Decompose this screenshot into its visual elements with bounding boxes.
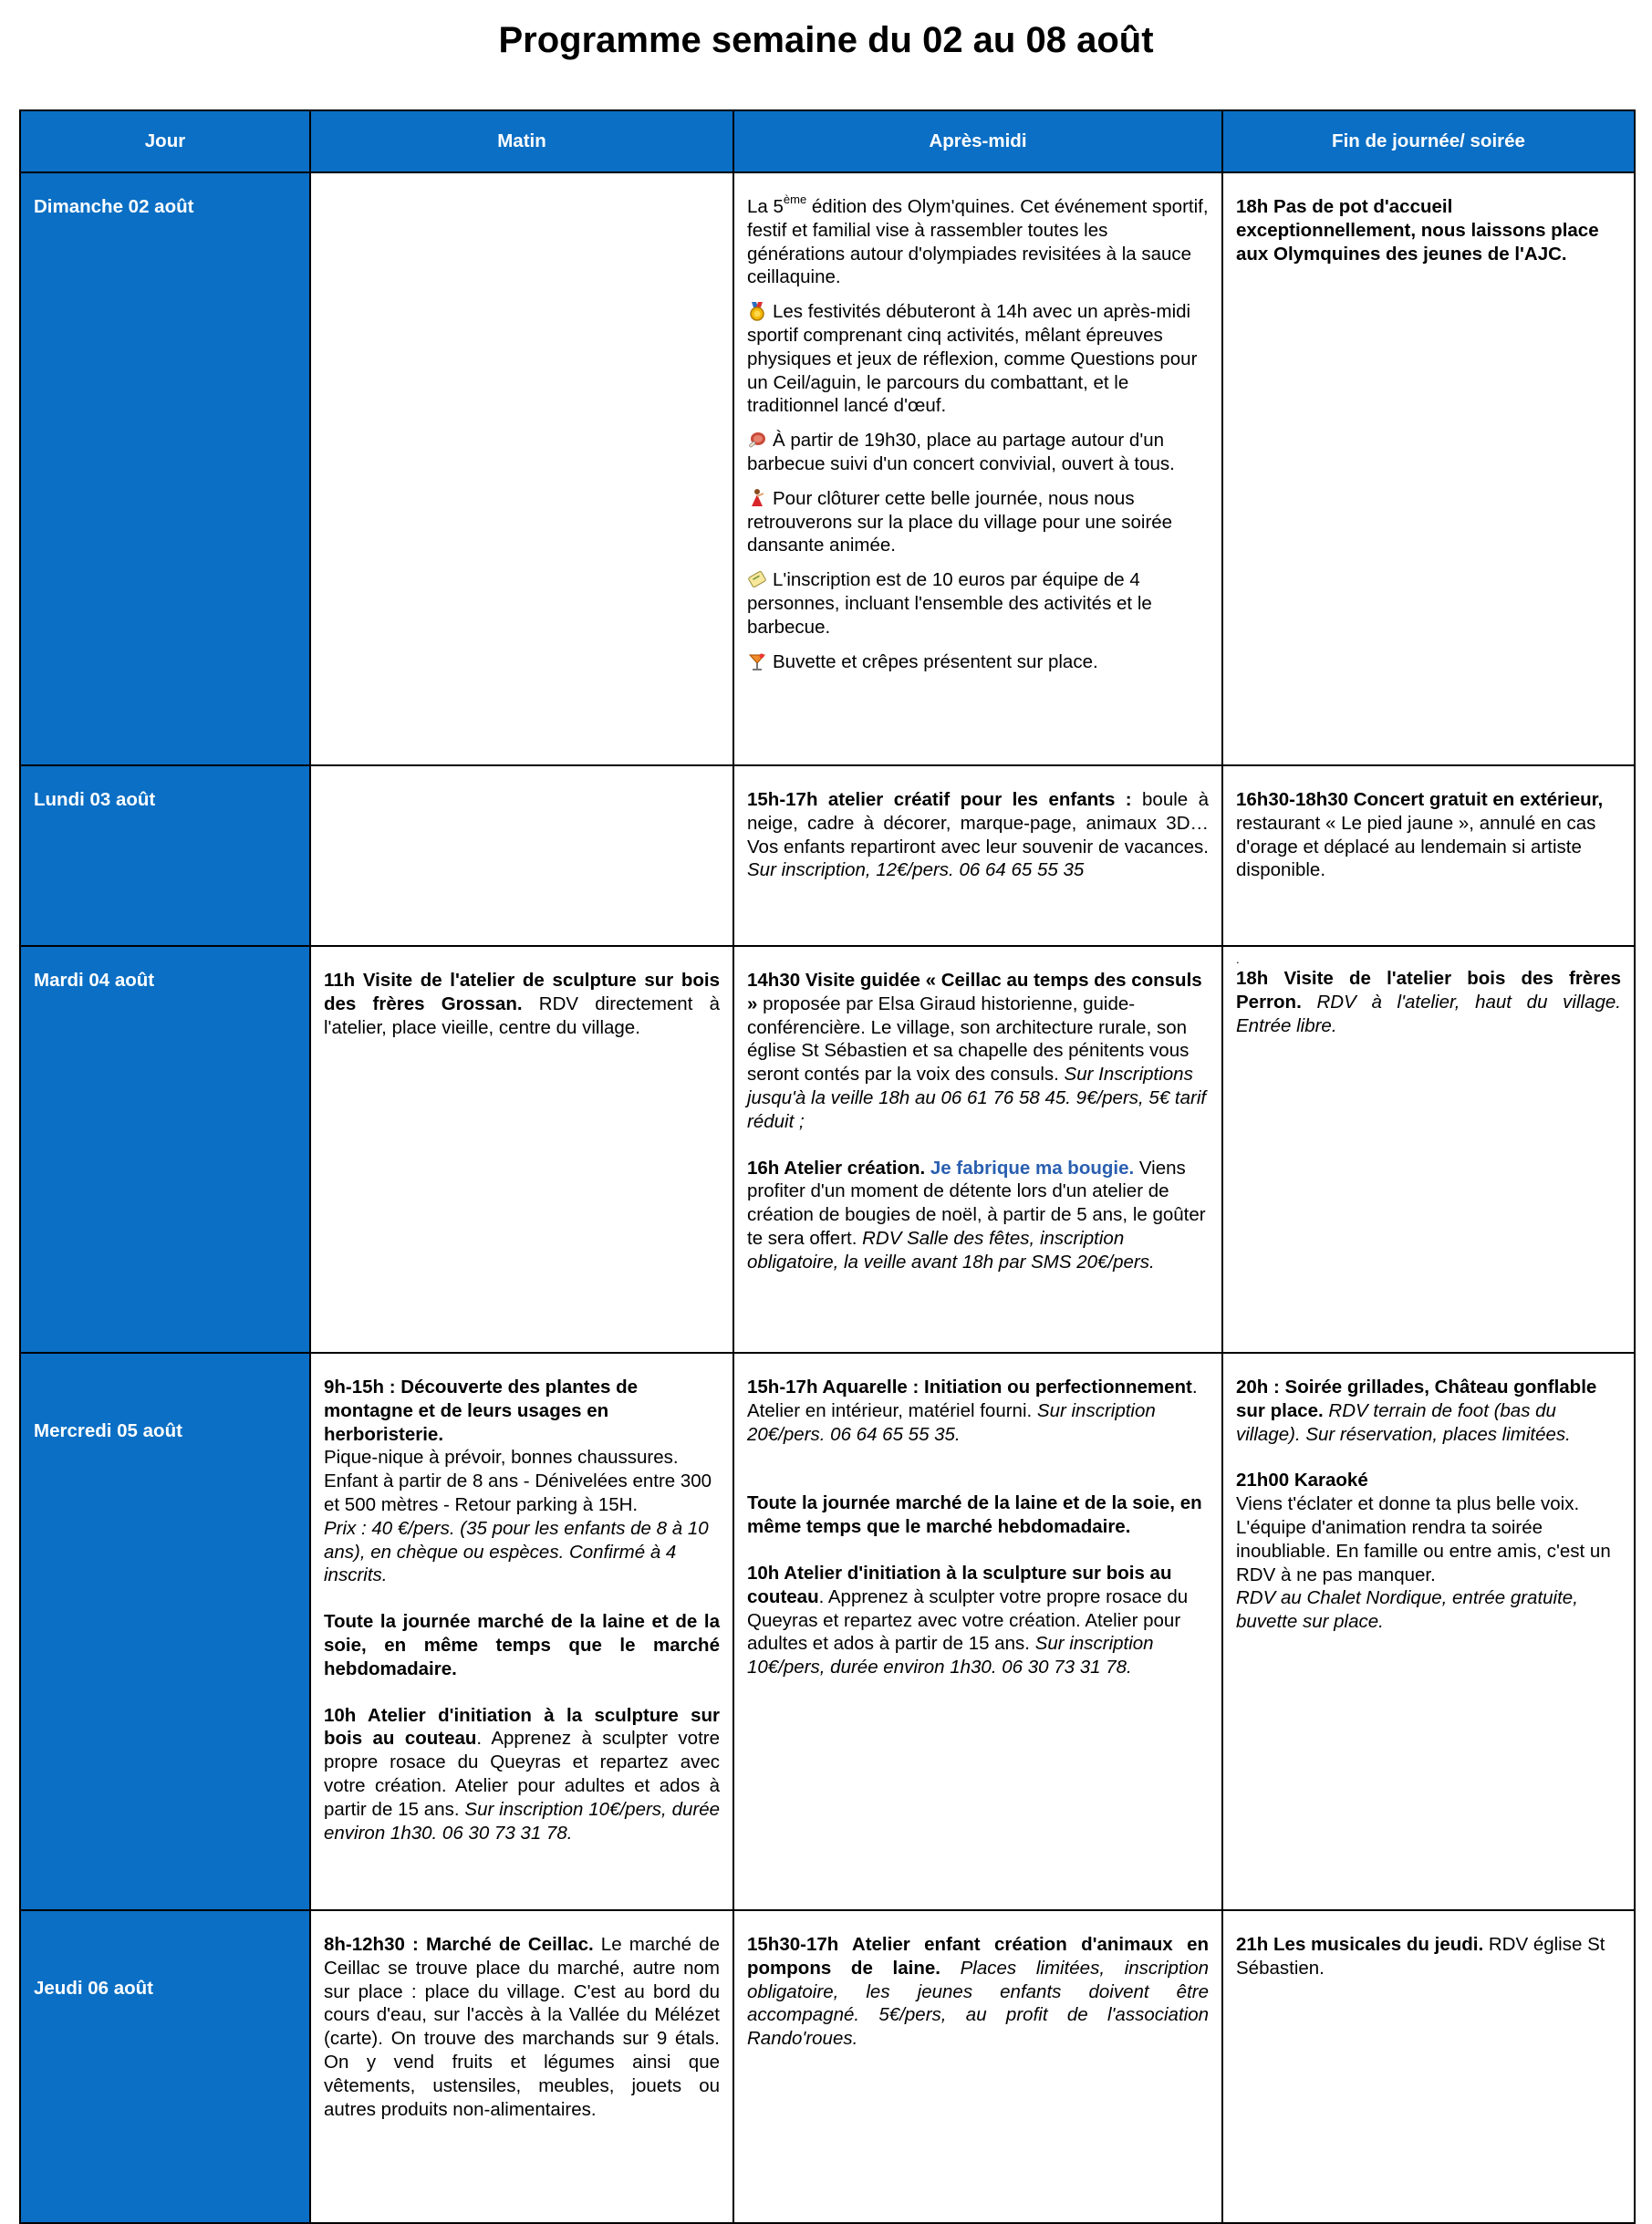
soiree-cell: 18h Pas de pot d'accueil exceptionnellement, nous laissons place aux Olymquines des jeunes de l'AJC. [1222, 172, 1635, 765]
matin-cell: 8h-12h30 : Marché de Ceillac. Le marché de Ceillac se trouve place du marché, autre nom sur place : place du village. C'est au bord du cours d'eau, sur l'accès à la Vallée du Mélézet (carte). On trouve des marchands sur 9 étals. On y vend fruits et légumes ainsi que vêtements, ustensiles, meubles, jouets ou autres produits non-alimentaires. [310, 1910, 733, 2223]
header-jour: Jour [20, 110, 310, 172]
link-text: Je fabrique ma bougie. [930, 1157, 1135, 1179]
day-cell [20, 946, 310, 1353]
matin-cell [310, 172, 733, 765]
page-title: Programme semaine du 02 au 08 août [498, 20, 1154, 60]
program-table [19, 109, 1636, 2224]
cocktail-icon [747, 651, 767, 671]
ticket-icon [747, 569, 767, 589]
header-row [20, 110, 1635, 172]
dancer-icon [747, 488, 767, 508]
soiree-cell: 20h : Soirée grillades, Château gonflable sur place. RDV terrain de foot (bas du village). Sur réservation, places limitées. 21h00 Karaoké Viens t'éclater et donne ta plus belle voix. L'équipe d'animation rendra ta soirée inoubliable. En famille ou entre amis, c'est un RDV à ne pas manquer. RDV au Chalet Nordique, entrée gratuite, buvette sur place. [1222, 1353, 1635, 1910]
day-label: Jeudi 06 août [34, 1978, 154, 1999]
paragraph: Les festivités débuteront à 14h avec un après-midi sportif comprenant cinq activités, mêlant épreuves physiques et jeux de réflexion, comme Questions pour un Ceil/aguin, le parcours du combattant, et le traditionnel lancé d'œuf. [747, 301, 1198, 417]
table-row [20, 765, 1635, 946]
day-cell [20, 1353, 310, 1910]
header-soiree: Fin de journée/ soirée [1222, 110, 1635, 172]
day-cell [20, 1910, 310, 2223]
apres-midi-cell [733, 172, 1222, 765]
header-matin: Matin [310, 110, 733, 172]
table-row [20, 1353, 1635, 1910]
header-apres-midi: Après-midi [733, 110, 1222, 172]
paragraph: À partir de 19h30, place au partage autour d'un barbecue suivi d'un concert convivial, ouvert à tous. [747, 430, 1175, 474]
day-label: Mercredi 05 août [34, 1420, 182, 1441]
apres-midi-cell: 14h30 Visite guidée « Ceillac au temps des consuls » proposée par Elsa Giraud historienne, guide-conférencière. Le village, son architecture rurale, son église St Sébastien et sa chapelle des pénitents vous seront contés par la voix des consuls. Sur Inscriptions jusqu'à la veille 18h au 06 61 76 58 45. 9€/pers, 5€ tarif réduit ; 16h Atelier création. Je fabrique ma bougie. Viens profiter d'un moment de détente lors d'un atelier de création de bougies de noël, à partir de 5 ans, le goûter te sera offert. RDV Salle des fêtes, inscription obligatoire, la veille avant 18h par SMS 20€/pers. [733, 946, 1222, 1353]
table-row [20, 1910, 1635, 2223]
apres-midi-cell: 15h-17h atelier créatif pour les enfants : boule à neige, cadre à décorer, marque-page, animaux 3D…Vos enfants repartiront avec leur souvenir de vacances. Sur inscription, 12€/pers. 06 64 65 55 35 [733, 765, 1222, 946]
matin-cell: 11h Visite de l'atelier de sculpture sur bois des frères Grossan. RDV directement à l'atelier, place vieille, centre du village. [310, 946, 733, 1353]
medal-icon [747, 301, 767, 321]
soiree-cell: . 18h Visite de l'atelier bois des frères Perron. RDV à l'atelier, haut du village. Entrée libre. [1222, 946, 1635, 1353]
day-label: Dimanche 02 août [34, 196, 194, 217]
apres-midi-cell: 15h-17h Aquarelle : Initiation ou perfectionnement. Atelier en intérieur, matériel fourni. Sur inscription 20€/pers. 06 64 65 55 35. Toute la journée marché de la laine et de la soie, en même temps que le marché hebdomadaire. 10h Atelier d'initiation à la sculpture sur bois au couteau. Apprenez à sculpter votre propre rosace du Queyras et repartez avec votre création. Atelier pour adultes et ados à partir de 15 ans. Sur inscription 10€/pers, durée environ 1h30. 06 30 73 31 78. [733, 1353, 1222, 1910]
table-row [20, 946, 1635, 1353]
day-cell [20, 172, 310, 765]
meat-icon [747, 430, 767, 450]
paragraph: Pour clôturer cette belle journée, nous nous retrouverons sur la place du village pour une soirée dansante animée. [747, 487, 1173, 556]
soiree-cell: 21h Les musicales du jeudi. RDV église St Sébastien. [1222, 1910, 1635, 2223]
intro-text: La 5ème édition des Olym'quines. Cet événement sportif, festif et familial vise à rassembler toutes les générations autour d'olympiades revisitées à la sauce ceillaquine. [747, 192, 1209, 288]
apres-midi-cell: 15h30-17h Atelier enfant création d'animaux en pompons de laine. Places limitées, inscription obligatoire, les jeunes enfants doivent être accompagné. 5€/pers, au profit de l'association Rando'roues. [733, 1910, 1222, 2223]
paragraph: Buvette et crêpes présentent sur place. [747, 650, 1209, 674]
matin-cell: 9h-15h : Découverte des plantes de montagne et de leurs usages en herboristerie. Pique-nique à prévoir, bonnes chaussures. Enfant à partir de 8 ans - Dénivelées entre 300 et 500 mètres - Retour parking à 15H. Prix : 40 €/pers. (35 pour les enfants de 8 à 10 ans), en chèque ou espèces. Confirmé à 4 inscrits. Toute la journée marché de la laine et de la soie, en même temps que le marché hebdomadaire. 10h Atelier d'initiation à la sculpture sur bois au couteau. Apprenez à sculpter votre propre rosace du Queyras et repartez avec votre création. Atelier pour adultes et ados à partir de 15 ans. Sur inscription 10€/pers, durée environ 1h30. 06 30 73 31 78. [310, 1353, 733, 1910]
day-label: Lundi 03 août [34, 789, 156, 810]
table-row [20, 172, 1635, 765]
matin-cell [310, 765, 733, 946]
day-cell [20, 765, 310, 946]
paragraph: L'inscription est de 10 euros par équipe de 4 personnes, incluant l'ensemble des activités et le barbecue. [747, 569, 1152, 638]
day-label: Mardi 04 août [34, 970, 155, 991]
soiree-cell: 16h30-18h30 Concert gratuit en extérieur, restaurant « Le pied jaune », annulé en cas d'orage et déplacé au lendemain si artiste disponible. [1222, 765, 1635, 946]
